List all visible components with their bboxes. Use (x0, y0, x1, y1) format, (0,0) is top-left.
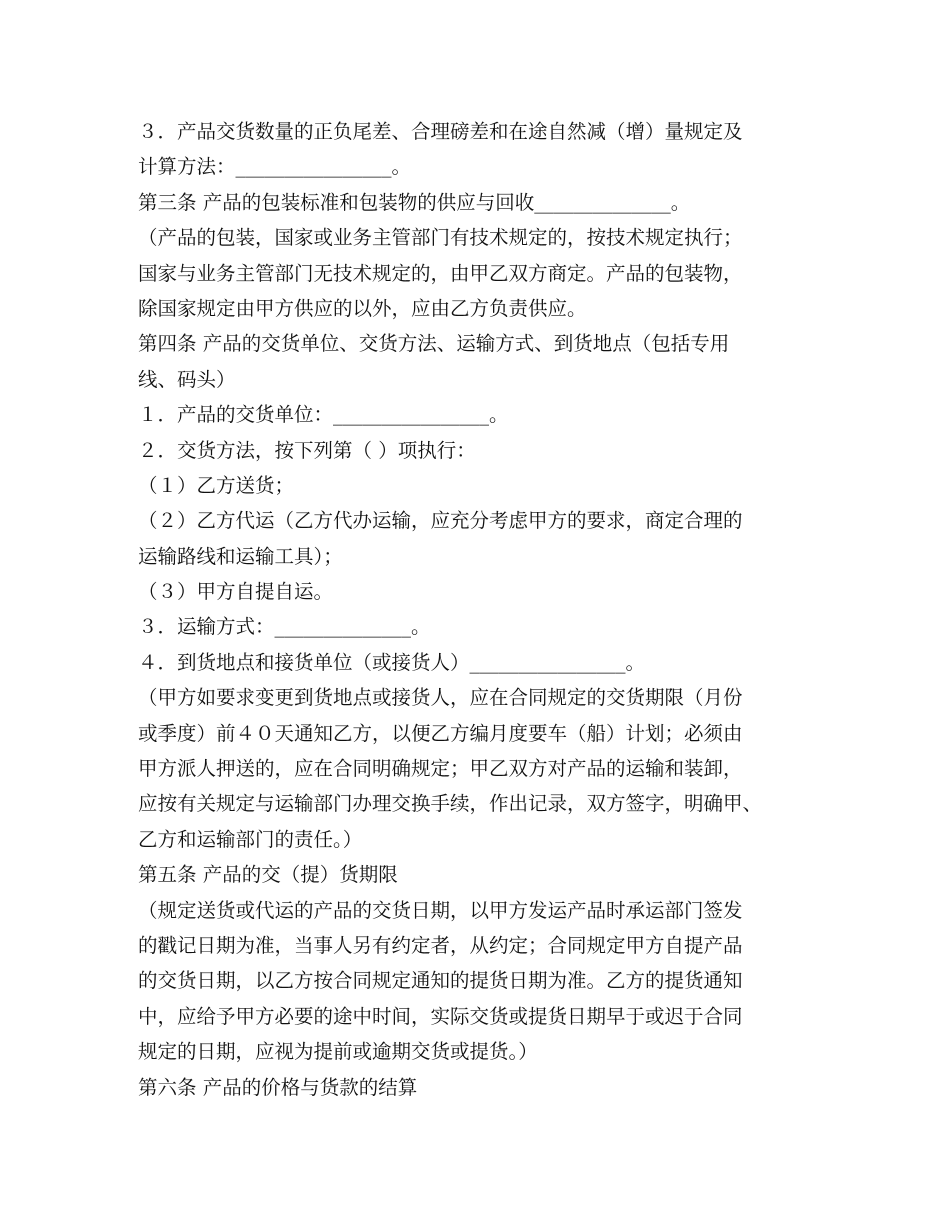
text-line: 运输路线和运输工具）； (138, 544, 343, 568)
text-line: ４．到货地点和接货单位（或接货人）________________。 (138, 650, 646, 674)
text-line: 的交货日期，以乙方按合同规定通知的提货日期为准。乙方的提货通知 (138, 969, 743, 993)
text-line: 计算方法：________________。 (138, 155, 412, 179)
text-line: （规定送货或代运的产品的交货日期，以甲方发运产品时承运部门签发 (138, 898, 743, 922)
section-heading: 第三条 产品的包装标准和包装物的供应与回收______________。 (138, 190, 691, 214)
text-line: 乙方和运输部门的责任。） (138, 827, 363, 851)
text-line: 国家与业务主管部门无技术规定的，由甲乙双方商定。产品的包装物， (138, 261, 743, 285)
text-line: 或季度）前４０天通知乙方，以便乙方编月度要车（船）计划；必须由 (138, 721, 743, 745)
section-heading: 第四条 产品的交货单位、交货方法、运输方式、到货地点（包括专用 (138, 332, 730, 356)
text-line: 规定的日期，应视为提前或逾期交货或提货。） (138, 1040, 538, 1064)
text-line: 应按有关规定与运输部门办理交换手续，作出记录，双方签字，明确甲、 (138, 792, 763, 816)
text-line: （１）乙方送货； (138, 473, 295, 497)
section-heading: 第六条 产品的价格与货款的结算 (138, 1075, 418, 1099)
text-line: （２）乙方代运（乙方代办运输，应充分考虑甲方的要求，商定合理的 (138, 509, 743, 533)
document-body (138, 114, 838, 1105)
text-line: 的戳记日期为准，当事人另有约定者，从约定；合同规定甲方自提产品 (138, 933, 743, 957)
text-line: 甲方派人押送的，应在合同明确规定；甲乙双方对产品的运输和装卸， (138, 757, 743, 781)
text-line: １．产品的交货单位：________________。 (138, 403, 509, 427)
text-line: （甲方如要求变更到货地点或接货人，应在合同规定的交货期限（月份 (138, 686, 743, 710)
section-heading: 第五条 产品的交（提）货期限 (138, 863, 398, 887)
text-line: ２．交货方法，按下列第（ ）项执行： (138, 438, 476, 462)
text-line: 线、码头） (138, 367, 236, 391)
text-line: ３．产品交货数量的正负尾差、合理磅差和在途自然减（增）量规定及 (138, 120, 743, 143)
text-line: ３．运输方式：______________。 (138, 615, 431, 639)
text-line: （３）甲方自提自运。 (138, 580, 334, 604)
text-line: 中，应给予甲方必要的途中时间，实际交货或提货日期早于或迟于合同 (138, 1004, 743, 1028)
text-line: （产品的包装，国家或业务主管部门有技术规定的，按技术规定执行； (138, 226, 743, 250)
text-line: 除国家规定由甲方供应的以外，应由乙方负责供应。 (138, 296, 587, 320)
